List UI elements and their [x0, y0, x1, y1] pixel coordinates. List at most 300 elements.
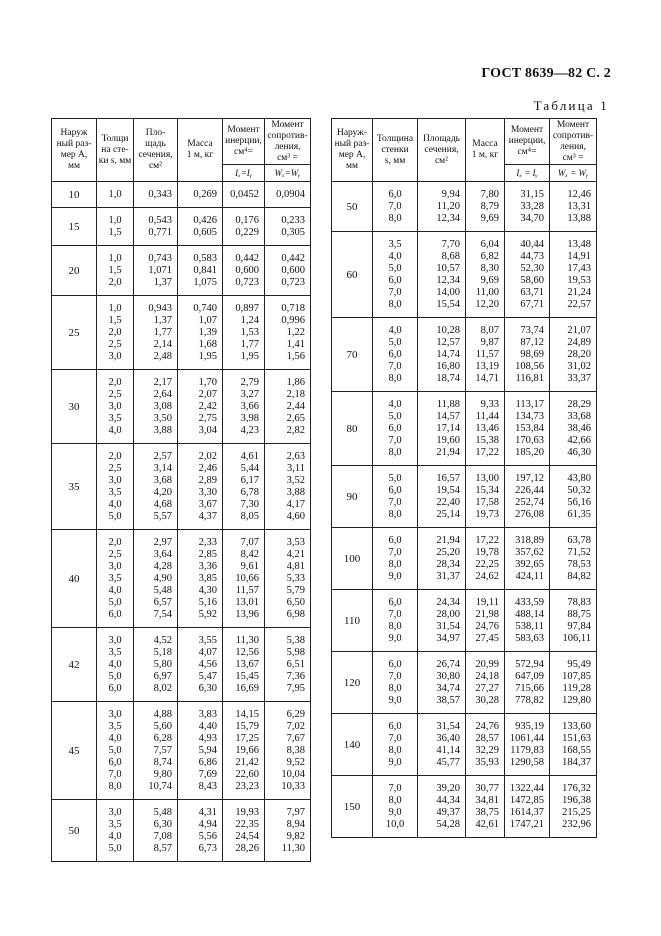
- value: 24,34: [436, 596, 460, 608]
- inertia-cell: [223, 296, 265, 370]
- header-line: Пло-: [145, 128, 166, 138]
- mass-cell: [178, 800, 223, 862]
- value: 42,66: [567, 434, 591, 446]
- thickness-cell: [97, 530, 134, 628]
- value: 3,53: [286, 536, 305, 548]
- value: 3,14: [153, 462, 172, 474]
- value: 44,34: [436, 794, 460, 806]
- value: 2,82: [286, 424, 305, 436]
- value: 4,17: [286, 498, 305, 510]
- value: 0,0904: [276, 188, 305, 200]
- value: 4,28: [153, 560, 172, 572]
- outer-size-cell: 35: [52, 444, 97, 530]
- header-line: Наруж: [60, 128, 88, 138]
- area-cell: [418, 232, 466, 318]
- area-cell: [418, 318, 466, 392]
- value: 6,0: [388, 422, 402, 434]
- value: 7,0: [388, 670, 402, 682]
- value: 2,79: [240, 376, 259, 388]
- value: 1,0: [108, 252, 122, 264]
- value: 17,58: [475, 496, 499, 508]
- value: 3,83: [198, 708, 217, 720]
- value: 4,0: [108, 498, 122, 510]
- value: 21,94: [436, 534, 460, 546]
- value: 95,49: [567, 658, 591, 670]
- value: 6,50: [286, 596, 305, 608]
- value: 647,09: [515, 670, 544, 682]
- thickness-cell: [373, 776, 418, 838]
- value: 6,78: [240, 486, 259, 498]
- value: 5,60: [153, 720, 172, 732]
- value: 0,343: [148, 188, 172, 200]
- mass-cell: [178, 444, 223, 530]
- value: 0,723: [281, 276, 305, 288]
- value: 15,79: [235, 720, 259, 732]
- value: 13,88: [567, 212, 591, 224]
- value: 9,0: [388, 632, 402, 644]
- header-line: см²: [148, 161, 163, 171]
- value: 3,36: [198, 560, 217, 572]
- header-line: ный раз-: [56, 139, 92, 149]
- value: 10,74: [148, 780, 172, 792]
- value: 10,66: [235, 572, 259, 584]
- value: 19,78: [475, 546, 499, 558]
- mass-cell: [466, 466, 505, 528]
- value: 35,93: [475, 756, 499, 768]
- area-cell: [134, 530, 178, 628]
- value: 0,442: [281, 252, 305, 264]
- header-line: мм: [345, 161, 359, 171]
- value: 32,29: [475, 744, 499, 756]
- header-line: см²: [434, 155, 449, 166]
- value: 7,0: [388, 608, 402, 620]
- value: 17,25: [235, 732, 259, 744]
- value: 9,0: [388, 570, 402, 582]
- header-line: Площадь: [422, 133, 461, 144]
- value: 1061,44: [509, 732, 544, 744]
- thickness-cell: [97, 246, 134, 296]
- header-line: на сте-: [101, 144, 129, 155]
- value: 73,74: [520, 324, 544, 336]
- value: 7,0: [388, 286, 402, 298]
- value: 5,44: [240, 462, 259, 474]
- header-line: Наруж-: [336, 128, 368, 138]
- value: 1,56: [286, 350, 305, 362]
- value: 3,0: [108, 350, 122, 362]
- value: 6,0: [388, 658, 402, 670]
- size-group-row: [52, 370, 311, 444]
- outer-size-cell: 40: [52, 530, 97, 628]
- value: 5,16: [198, 596, 217, 608]
- thickness-cell: [373, 528, 418, 590]
- value: 4,0: [108, 424, 122, 436]
- value: 1,41: [286, 338, 305, 350]
- outer-size-cell: 20: [52, 246, 97, 296]
- value: 5,56: [198, 830, 217, 842]
- inertia-cell: [505, 590, 550, 652]
- value: 0,583: [193, 252, 217, 264]
- value: 25,14: [436, 508, 460, 520]
- area-cell: [134, 296, 178, 370]
- value: 2,33: [198, 536, 217, 548]
- value: 9,33: [480, 398, 499, 410]
- thickness-cell: [97, 182, 134, 208]
- value: 1,53: [240, 326, 259, 338]
- thickness-cell: [373, 714, 418, 776]
- value: 5,80: [153, 658, 172, 670]
- value: 31,54: [436, 620, 460, 632]
- value: 1,70: [198, 376, 217, 388]
- value: 9,52: [286, 756, 305, 768]
- value: 10,0: [385, 818, 405, 830]
- value: 38,46: [567, 422, 591, 434]
- value: 22,57: [567, 298, 591, 310]
- area-cell: [418, 652, 466, 714]
- value: 3,5: [108, 720, 122, 732]
- resistance-cell: [550, 714, 597, 776]
- size-group-row: [52, 702, 311, 800]
- value: 3,5: [108, 646, 122, 658]
- value: 1,95: [198, 350, 217, 362]
- value: 20,99: [475, 658, 499, 670]
- thickness-cell: [373, 318, 418, 392]
- thickness-cell: [97, 444, 134, 530]
- value: 30,28: [475, 694, 499, 706]
- value: 9,82: [286, 830, 305, 842]
- mass-cell: [178, 246, 223, 296]
- value: 5,0: [108, 670, 122, 682]
- outer-size-cell: 80: [332, 392, 373, 466]
- value: 5,98: [286, 646, 305, 658]
- value: 1,071: [148, 264, 172, 276]
- mass-cell: [178, 182, 223, 208]
- value: 11,30: [281, 842, 305, 854]
- size-group-row: [52, 444, 311, 530]
- value: 13,01: [235, 596, 259, 608]
- value: 0,718: [281, 302, 305, 314]
- value: 4,56: [198, 658, 217, 670]
- area-cell: [418, 590, 466, 652]
- value: 5,0: [108, 842, 122, 854]
- area-cell: [134, 182, 178, 208]
- resistance-cell: [265, 628, 311, 702]
- value: 4,88: [153, 708, 172, 720]
- value: 54,28: [436, 818, 460, 830]
- value: 424,11: [515, 570, 544, 582]
- value: 7,80: [480, 188, 499, 200]
- value: 2,18: [286, 388, 305, 400]
- value: 6,98: [286, 608, 305, 620]
- header-line: Момент: [556, 119, 590, 130]
- size-group-row: [52, 182, 311, 208]
- outer-size-cell: 120: [332, 652, 373, 714]
- value: 8,0: [388, 298, 402, 310]
- value: 9,61: [240, 560, 259, 572]
- mass-cell: [466, 590, 505, 652]
- value: 107,85: [562, 670, 591, 682]
- value: 6,0: [108, 682, 122, 694]
- value: 15,38: [475, 434, 499, 446]
- value: 4,30: [198, 584, 217, 596]
- value: 8,0: [108, 780, 122, 792]
- value: 10,28: [436, 324, 460, 336]
- resistance-cell: [265, 800, 311, 862]
- header-line: сечения,: [424, 144, 459, 155]
- value: 2,02: [198, 450, 217, 462]
- value: 24,54: [235, 830, 259, 842]
- col-head-resistance: [550, 119, 597, 165]
- value: 3,55: [198, 634, 217, 646]
- value: 14,91: [567, 250, 591, 262]
- value: 0,841: [193, 264, 217, 276]
- header-line: инерции,: [508, 136, 546, 146]
- value: 108,56: [515, 360, 544, 372]
- area-cell: [134, 800, 178, 862]
- outer-size-cell: 90: [332, 466, 373, 528]
- resistance-cell: [265, 208, 311, 246]
- value: 21,98: [475, 608, 499, 620]
- size-group-row: [332, 528, 597, 590]
- value: 4,52: [153, 634, 172, 646]
- value: 7,57: [153, 744, 172, 756]
- outer-size-cell: 30: [52, 370, 97, 444]
- thickness-cell: [97, 296, 134, 370]
- value: 6,30: [198, 682, 217, 694]
- value: 9,69: [480, 274, 499, 286]
- value: 583,63: [515, 632, 544, 644]
- col-head-area: [134, 119, 178, 182]
- outer-size-cell: 42: [52, 628, 97, 702]
- value: 170,63: [515, 434, 544, 446]
- value: 4,90: [153, 572, 172, 584]
- value: 0,229: [235, 226, 259, 238]
- outer-size-cell: 60: [332, 232, 373, 318]
- value: 3,5: [108, 486, 122, 498]
- value: 1472,85: [509, 794, 544, 806]
- mass-cell: [466, 714, 505, 776]
- value: 61,35: [567, 508, 591, 520]
- inertia-cell: [223, 182, 265, 208]
- value: 2,85: [198, 548, 217, 560]
- value: 6,0: [388, 274, 402, 286]
- value: 6,73: [198, 842, 217, 854]
- value: 56,16: [567, 496, 591, 508]
- area-cell: [418, 528, 466, 590]
- header-line: сечения,: [138, 150, 173, 160]
- value: 2,0: [108, 450, 122, 462]
- value: 4,0: [388, 250, 402, 262]
- value: 1,68: [198, 338, 217, 350]
- area-cell: [134, 628, 178, 702]
- mass-cell: [178, 296, 223, 370]
- inertia-cell: [505, 466, 550, 528]
- value: 357,62: [515, 546, 544, 558]
- header-line: инерции,: [225, 136, 262, 146]
- value: 3,68: [153, 474, 172, 486]
- value: 33,68: [567, 410, 591, 422]
- header-line: Масса: [472, 139, 498, 149]
- area-cell: [418, 714, 466, 776]
- outer-size-cell: 45: [52, 702, 97, 800]
- value: 5,0: [108, 510, 122, 522]
- value: 34,97: [436, 632, 460, 644]
- value: 3,85: [198, 572, 217, 584]
- value: 197,12: [515, 472, 544, 484]
- value: 6,0: [388, 534, 402, 546]
- value: 50,32: [567, 484, 591, 496]
- outer-size-cell: 10: [52, 182, 97, 208]
- value: 14,15: [235, 708, 259, 720]
- mass-cell: [466, 528, 505, 590]
- value: 2,5: [108, 462, 122, 474]
- value: 13,46: [475, 422, 499, 434]
- value: 28,34: [436, 558, 460, 570]
- value: 2,42: [198, 400, 217, 412]
- thickness-cell: [373, 392, 418, 466]
- value: 13,48: [567, 238, 591, 250]
- value: 22,25: [475, 558, 499, 570]
- value: 8,0: [388, 212, 402, 224]
- value: 1322,44: [509, 782, 544, 794]
- value: 31,02: [567, 360, 591, 372]
- value: 19,54: [436, 484, 460, 496]
- value: 10,57: [436, 262, 460, 274]
- value: 5,0: [388, 410, 402, 422]
- value: 196,38: [562, 794, 591, 806]
- value: 26,74: [436, 658, 460, 670]
- value: 21,42: [235, 756, 259, 768]
- size-group-row: [52, 530, 311, 628]
- value: 8,0: [388, 372, 402, 384]
- value: 3,0: [108, 708, 122, 720]
- mass-cell: [466, 776, 505, 838]
- value: 30,77: [475, 782, 499, 794]
- value: 0,743: [148, 252, 172, 264]
- value: 34,74: [436, 682, 460, 694]
- mass-cell: [466, 392, 505, 466]
- value: 2,5: [108, 338, 122, 350]
- inertia-cell: [223, 628, 265, 702]
- value: 3,27: [240, 388, 259, 400]
- value: 8,0: [388, 682, 402, 694]
- mass-cell: [466, 652, 505, 714]
- value: 4,20: [153, 486, 172, 498]
- value: 98,69: [520, 348, 544, 360]
- value: 15,34: [475, 484, 499, 496]
- header-line: мм: [67, 161, 81, 171]
- value: 6,29: [286, 708, 305, 720]
- value: 5,0: [108, 744, 122, 756]
- outer-size-cell: 25: [52, 296, 97, 370]
- value: 9,94: [441, 188, 460, 200]
- value: 16,69: [235, 682, 259, 694]
- col-head-thickness: [97, 119, 134, 182]
- value: 5,38: [286, 634, 305, 646]
- value: 6,04: [480, 238, 499, 250]
- value: 119,28: [562, 682, 591, 694]
- value: 28,29: [567, 398, 591, 410]
- value: 24,62: [475, 570, 499, 582]
- value: 2,44: [286, 400, 305, 412]
- value: 715,66: [515, 682, 544, 694]
- value: 134,73: [515, 410, 544, 422]
- value: 133,60: [562, 720, 591, 732]
- value: 4,37: [198, 510, 217, 522]
- value: 11,88: [436, 398, 460, 410]
- value: 4,31: [198, 806, 217, 818]
- value: 0,723: [235, 276, 259, 288]
- value: 13,31: [567, 200, 591, 212]
- value: 8,0: [388, 508, 402, 520]
- value: 6,82: [480, 250, 499, 262]
- value: 232,96: [562, 818, 591, 830]
- value: 6,0: [108, 756, 122, 768]
- value: 3,67: [198, 498, 217, 510]
- page-header: ГОСТ 8639—82 С. 2: [481, 66, 611, 81]
- value: 4,0: [108, 830, 122, 842]
- value: 19,53: [567, 274, 591, 286]
- value: 5,79: [286, 584, 305, 596]
- value: 7,95: [286, 682, 305, 694]
- size-group-row: [332, 232, 597, 318]
- value: 2,46: [198, 462, 217, 474]
- value: 30,80: [436, 670, 460, 682]
- value: 14,71: [475, 372, 499, 384]
- value: 10,33: [281, 780, 305, 792]
- value: 24,89: [567, 336, 591, 348]
- value: 1,0: [108, 214, 122, 226]
- inertia-cell: [223, 370, 265, 444]
- thickness-cell: [373, 182, 418, 232]
- value: 4,0: [388, 398, 402, 410]
- value: 11,20: [436, 200, 460, 212]
- value: 2,48: [153, 350, 172, 362]
- value: 3,64: [153, 548, 172, 560]
- value: 13,00: [475, 472, 499, 484]
- value: 8,05: [240, 510, 259, 522]
- value: 22,40: [436, 496, 460, 508]
- value: 3,88: [153, 424, 172, 436]
- value: 1,0: [108, 188, 122, 200]
- size-group-row: [332, 776, 597, 838]
- value: 8,0: [388, 446, 402, 458]
- value: 9,80: [153, 768, 172, 780]
- inertia-cell: [505, 392, 550, 466]
- value: 0,233: [281, 214, 305, 226]
- thickness-cell: [97, 628, 134, 702]
- value: 4,61: [240, 450, 259, 462]
- value: 11,57: [475, 348, 499, 360]
- value: 4,0: [388, 324, 402, 336]
- value: 2,0: [108, 276, 122, 288]
- value: 8,68: [441, 250, 460, 262]
- value: 33,28: [520, 200, 544, 212]
- value: 8,94: [286, 818, 305, 830]
- value: 5,0: [388, 262, 402, 274]
- value: 49,37: [436, 806, 460, 818]
- thickness-cell: [373, 466, 418, 528]
- mass-cell: [466, 232, 505, 318]
- header-line: 1 м, кг: [471, 150, 499, 160]
- value: 1,39: [198, 326, 217, 338]
- area-cell: [418, 776, 466, 838]
- value: 168,55: [562, 744, 591, 756]
- value: 4,21: [286, 548, 305, 560]
- value: 116,81: [515, 372, 544, 384]
- value: 25,20: [436, 546, 460, 558]
- value: 27,27: [475, 682, 499, 694]
- value: 7,08: [153, 830, 172, 842]
